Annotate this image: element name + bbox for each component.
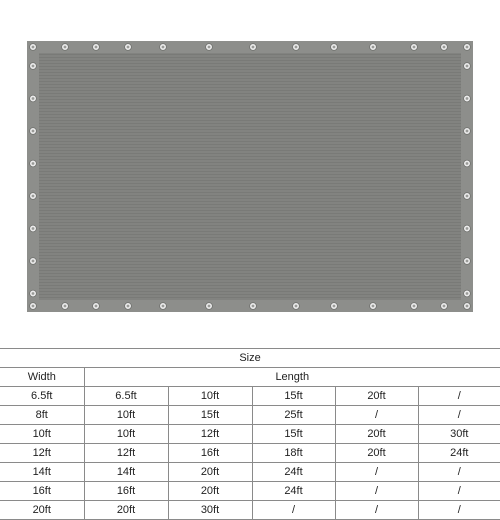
length-cell: 16ft xyxy=(84,482,168,501)
width-cell: 10ft xyxy=(0,425,84,444)
length-cell: 25ft xyxy=(252,406,335,425)
grommet-hole xyxy=(32,227,35,230)
grommet-hole xyxy=(252,46,255,49)
length-cell: 10ft xyxy=(168,387,252,406)
grommet-hole xyxy=(64,305,67,308)
grommet-hole xyxy=(466,65,469,68)
grommet-hole xyxy=(32,305,35,308)
size-table xyxy=(0,348,500,520)
width-cell: 12ft xyxy=(0,444,84,463)
grommet-hole xyxy=(208,46,211,49)
width-cell: 6.5ft xyxy=(0,387,84,406)
grommet-hole xyxy=(333,46,336,49)
grommet-hole xyxy=(95,305,98,308)
length-cell: 14ft xyxy=(84,463,168,482)
grommet-hole xyxy=(162,46,165,49)
grommet-hole xyxy=(466,46,469,49)
size-title-row xyxy=(0,349,500,368)
grommet-hole xyxy=(295,46,298,49)
grommet-hole xyxy=(466,260,469,263)
size-row xyxy=(0,482,500,501)
length-cell: 24ft xyxy=(418,444,500,463)
length-cell: 24ft xyxy=(252,463,335,482)
grommet-hole xyxy=(466,130,469,133)
length-cell: 16ft xyxy=(168,444,252,463)
length-cell: 15ft xyxy=(252,425,335,444)
grommet-hole xyxy=(32,260,35,263)
grommet-hole xyxy=(32,130,35,133)
length-cell: 10ft xyxy=(84,406,168,425)
length-cell: / xyxy=(335,482,418,501)
length-cell: 18ft xyxy=(252,444,335,463)
length-cell: 10ft xyxy=(84,425,168,444)
length-cell: / xyxy=(252,501,335,520)
length-cell: 20ft xyxy=(335,387,418,406)
grommet-hole xyxy=(466,292,469,295)
grommet-hole xyxy=(413,305,416,308)
length-cell: / xyxy=(418,406,500,425)
length-cell: 30ft xyxy=(418,425,500,444)
grommet-hole xyxy=(32,195,35,198)
length-cell: / xyxy=(335,463,418,482)
length-cell: / xyxy=(418,501,500,520)
size-row xyxy=(0,387,500,406)
grommet-hole xyxy=(466,195,469,198)
size-header-row xyxy=(0,368,500,387)
grommet-hole xyxy=(443,305,446,308)
grommet-hole xyxy=(95,46,98,49)
length-cell: 15ft xyxy=(252,387,335,406)
length-cell: 12ft xyxy=(84,444,168,463)
length-cell: 15ft xyxy=(168,406,252,425)
grommet-hole xyxy=(252,305,255,308)
fabric-weave-texture xyxy=(39,53,461,300)
length-cell: 30ft xyxy=(168,501,252,520)
width-cell: 14ft xyxy=(0,463,84,482)
length-cell: / xyxy=(335,501,418,520)
grommet-hole xyxy=(32,65,35,68)
grommet-hole xyxy=(372,305,375,308)
size-row xyxy=(0,406,500,425)
width-cell: 8ft xyxy=(0,406,84,425)
length-cell: 20ft xyxy=(168,482,252,501)
grommet-hole xyxy=(32,162,35,165)
grommet-hole xyxy=(466,97,469,100)
size-row xyxy=(0,425,500,444)
size-title: Size xyxy=(0,349,500,368)
length-cell: / xyxy=(335,406,418,425)
grommet-hole xyxy=(372,46,375,49)
length-cell: 24ft xyxy=(252,482,335,501)
size-row xyxy=(0,463,500,482)
length-cell: / xyxy=(418,482,500,501)
size-row xyxy=(0,501,500,520)
grommet-hole xyxy=(443,46,446,49)
grommet-hole xyxy=(162,305,165,308)
width-cell: 16ft xyxy=(0,482,84,501)
length-cell: / xyxy=(418,463,500,482)
length-cell: 6.5ft xyxy=(84,387,168,406)
length-cell: / xyxy=(418,387,500,406)
grommet-hole xyxy=(466,227,469,230)
size-row xyxy=(0,444,500,463)
grommet-hole xyxy=(333,305,336,308)
grommet-hole xyxy=(295,305,298,308)
grommet-hole xyxy=(466,162,469,165)
length-cell: 20ft xyxy=(84,501,168,520)
grommet-hole xyxy=(127,305,130,308)
grommet-hole xyxy=(466,305,469,308)
width-cell: 20ft xyxy=(0,501,84,520)
grommet-hole xyxy=(208,305,211,308)
grommet-hole xyxy=(413,46,416,49)
length-cell: 20ft xyxy=(335,425,418,444)
width-header: Width xyxy=(0,368,84,387)
grommet-hole xyxy=(32,46,35,49)
length-header: Length xyxy=(84,368,500,387)
length-cell: 20ft xyxy=(168,463,252,482)
length-cell: 20ft xyxy=(335,444,418,463)
grommet-hole xyxy=(32,97,35,100)
grommet-hole xyxy=(127,46,130,49)
grommet-hole xyxy=(64,46,67,49)
grommet-hole xyxy=(32,292,35,295)
length-cell: 12ft xyxy=(168,425,252,444)
